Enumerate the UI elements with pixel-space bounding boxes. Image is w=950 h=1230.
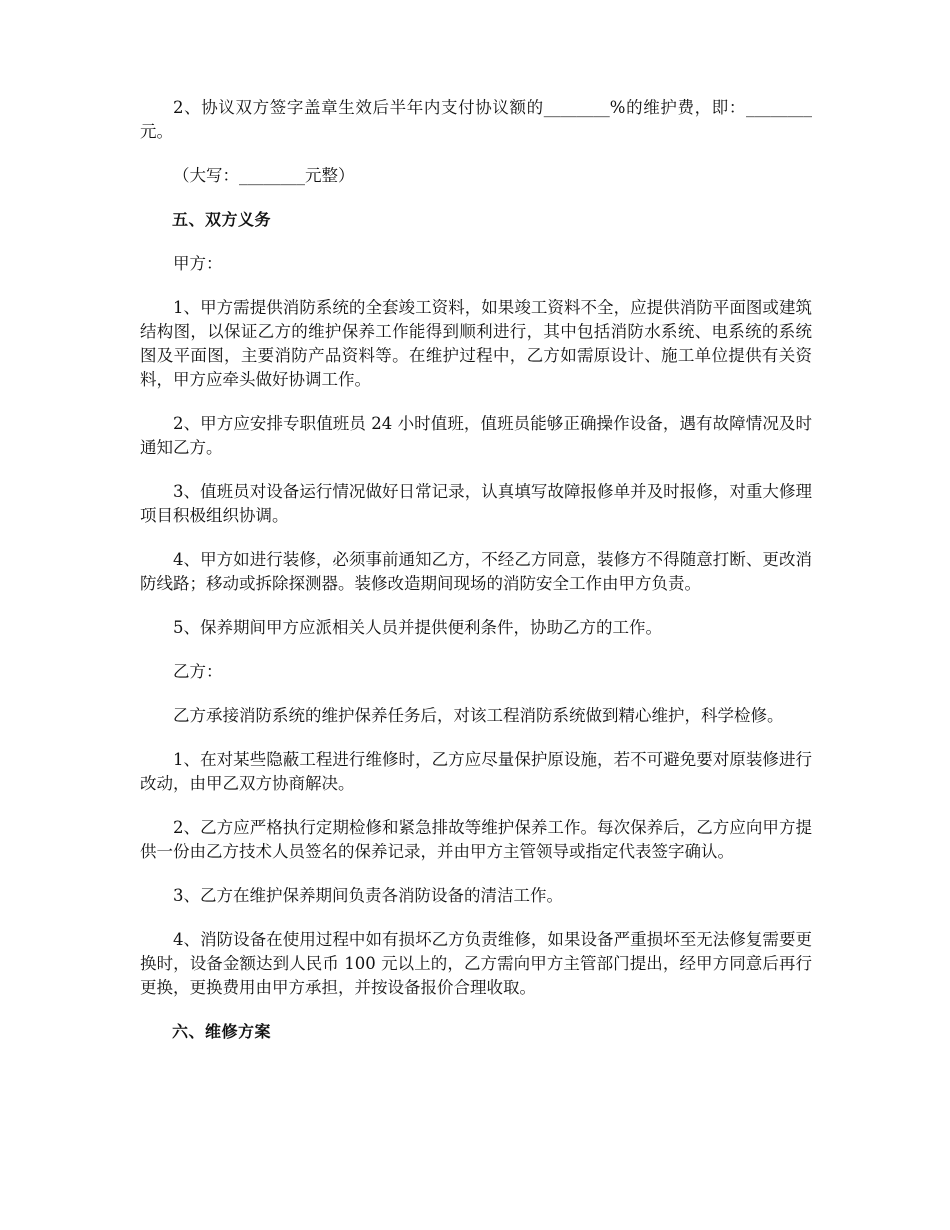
party-b-item-4: 4、消防设备在使用过程中如有损坏乙方负责维修，如果设备严重损坏至无法修复需要更换时，设备金额达到人民币 100 元以上的，乙方需向甲方主管部门提出，经甲方同意后再行更换，更换费用由甲方承担，并按设备报价合理收取。 <box>140 930 812 997</box>
document-body <box>140 96 812 1064</box>
section-heading-obligations: 五、双方义务 <box>172 210 272 229</box>
paragraph-amount-in-words: （大写：________元整） <box>173 166 355 185</box>
party-a-item-2: 2、甲方应安排专职值班员 24 小时值班，值班员能够正确操作设备，遇有故障情况及时通知乙方。 <box>140 414 812 457</box>
section-heading-repair-plan: 六、维修方案 <box>172 1022 272 1041</box>
party-b-item-1: 1、在对某些隐蔽工程进行维修时，乙方应尽量保护原设施，若不可避免要对原装修进行改动，由甲乙双方协商解决。 <box>140 750 812 793</box>
party-b-intro: 乙方承接消防系统的维护保养任务后，对该工程消防系统做到精心维护，科学检修。 <box>173 706 784 725</box>
party-b-item-3: 3、乙方在维护保养期间负责各消防设备的清洁工作。 <box>173 886 563 905</box>
party-b-item-2: 2、乙方应严格执行定期检修和紧急排故等维护保养工作。每次保养后，乙方应向甲方提供一份由乙方技术人员签名的保养记录，并由甲方主管领导或指定代表签字确认。 <box>140 818 812 861</box>
party-a-item-1: 1、甲方需提供消防系统的全套竣工资料，如果竣工资料不全，应提供消防平面图或建筑结构图，以保证乙方的维护保养工作能得到顺利进行，其中包括消防水系统、电系统的系统图及平面图，主要消防产品资料等。在维护过程中，乙方如需原设计、施工单位提供有关资料，甲方应牵头做好协调工作。 <box>140 298 812 389</box>
party-a-item-4: 4、甲方如进行装修，必须事前通知乙方，不经乙方同意，装修方不得随意打断、更改消防线路；移动或拆除探测器。装修改造期间现场的消防安全工作由甲方负责。 <box>140 550 812 593</box>
party-a-label: 甲方： <box>173 254 223 273</box>
paragraph-payment-clause-2: 2、协议双方签字盖章生效后半年内支付协议额的________%的维护费，即：________元。 <box>140 98 812 141</box>
party-b-label: 乙方： <box>173 662 223 681</box>
party-a-item-5: 5、保养期间甲方应派相关人员并提供便利条件，协助乙方的工作。 <box>173 618 662 637</box>
party-a-item-3: 3、值班员对设备运行情况做好日常记录，认真填写故障报修单并及时报修，对重大修理项目积极组织协调。 <box>140 482 812 525</box>
